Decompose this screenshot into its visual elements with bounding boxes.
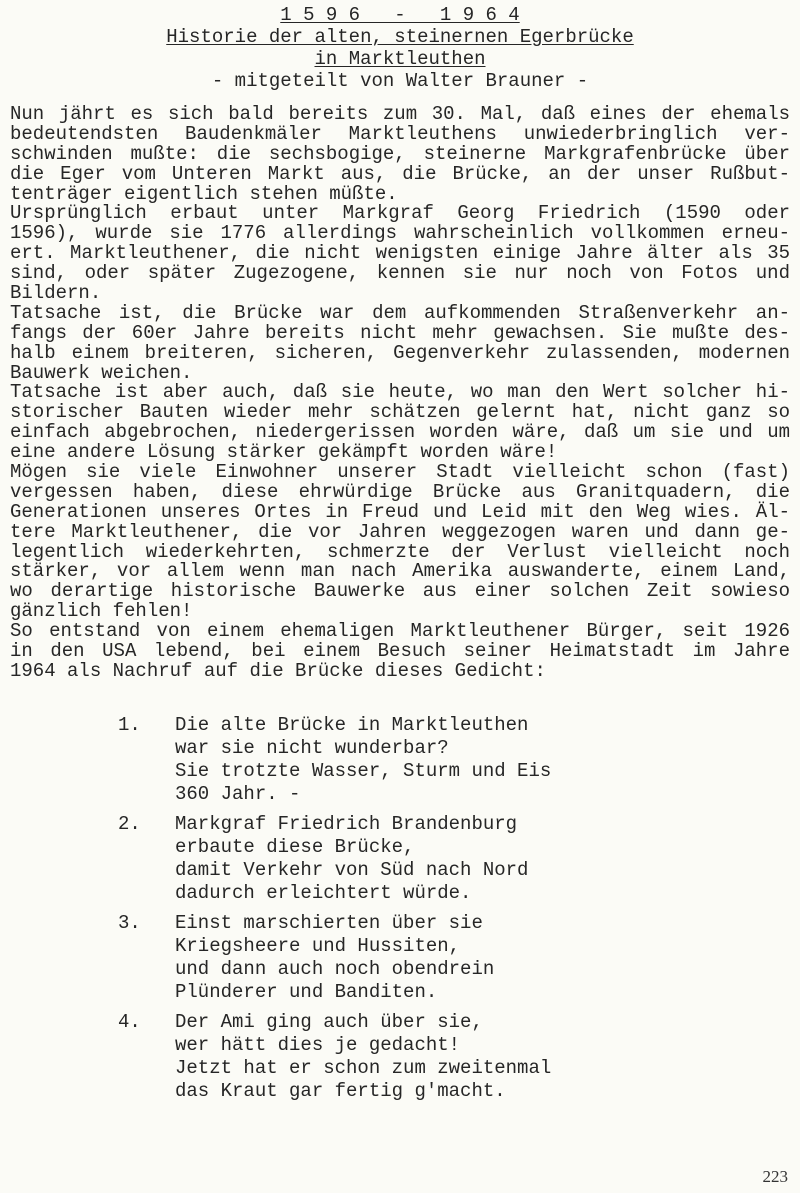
byline: - mitgeteilt von Walter Brauner - <box>211 70 589 92</box>
poem <box>118 714 551 1110</box>
poem-line: und dann auch noch obendrein <box>175 958 495 980</box>
text-line: Tatsache ist aber auch, daß sie heute, wo man den Wert solcher hi- <box>10 381 790 404</box>
text-line: gänzlich fehlen! <box>10 600 193 623</box>
text-line: bedeutendsten Baudenkmäler Marktleuthens unwiederbringlich ver- <box>10 122 790 145</box>
text-line: ert. Marktleuthener, die nicht wenigsten einige Jahre älter als 35 <box>10 242 790 265</box>
stanza-lines <box>175 1011 551 1103</box>
poem-line: erbaute diese Brücke, <box>175 836 415 858</box>
text-line: schwinden mußte: die sechsbogige, steinerne Markgrafenbrücke über <box>10 142 790 165</box>
article-body <box>10 105 790 682</box>
text-line: storischer Bauten wieder mehr schätzen gelernt hat, nicht ganz so <box>10 401 790 424</box>
stanza-lines <box>175 912 494 1004</box>
text-line: fangs der 60er Jahre bereits nicht mehr gewachsen. Sie mußte des- <box>10 321 790 344</box>
document-header <box>0 4 800 92</box>
text-line: legentlich wiederkehrten, schmerzte der Verlust vielleicht noch <box>10 540 790 563</box>
paragraph <box>10 463 790 622</box>
text-line: Tatsache ist, die Brücke war dem aufkommenden Straßenverkehr an- <box>10 301 790 324</box>
text-line: Generationen unseres Ortes in Freud und Leid mit den Weg wies. Äl- <box>10 500 790 523</box>
text-line: in den USA lebend, bei einem Besuch seiner Heimatstadt im Jahre <box>10 640 790 663</box>
text-line: So entstand von einem ehemaligen Marktleuthener Bürger, seit 1926 <box>10 620 790 643</box>
poem-line: Die alte Brücke in Marktleuthen <box>175 714 529 736</box>
poem-line: Sie trotzte Wasser, Sturm und Eis <box>175 760 552 782</box>
poem-stanza <box>118 1011 551 1103</box>
text-line: vergessen haben, diese ehrwürdige Brücke aus Granitquadern, die <box>10 480 790 503</box>
poem-line: Jetzt hat er schon zum zweitenmal <box>175 1057 552 1079</box>
text-line: Bauwerk weichen. <box>10 361 193 384</box>
text-line: die Eger vom Unteren Markt aus, die Brücke, an der unser Rußbut- <box>10 162 790 185</box>
text-line: sind, oder später Zugezogene, kennen sie nur noch von Fotos und <box>10 262 790 285</box>
text-line: Ursprünglich erbaut unter Markgraf Georg Friedrich (1590 oder <box>10 202 790 225</box>
title: Historie der alten, steinernen Egerbrücke <box>166 26 634 48</box>
page-number: 223 <box>762 1167 788 1186</box>
text-line: Bildern. <box>10 282 102 305</box>
title-line-2: in Marktleuthen <box>314 48 486 70</box>
poem-line: war sie nicht wunderbar? <box>175 737 449 759</box>
paragraph <box>10 204 790 303</box>
stanza-lines <box>175 813 528 905</box>
paragraph <box>10 105 790 204</box>
paragraph <box>10 301 790 384</box>
poem-line: Kriegsheere und Hussiten, <box>175 935 461 957</box>
stanza-number: 2. <box>118 813 141 835</box>
text-line: tere Marktleuthener, die vor Jahren weggezogen waren und dann ge- <box>10 520 790 543</box>
poem-line: Der Ami ging auch über sie, <box>175 1011 483 1033</box>
poem-stanza <box>118 714 551 806</box>
text-line: halb einem breiteren, sicheren, Gegenverkehr zulassenden, modernen <box>10 341 790 364</box>
text-line: Nun jährt es sich bald bereits zum 30. Mal, daß eines der ehemals <box>10 103 790 125</box>
text-line: stärker, vor allem wenn man nach Amerika auswanderte, einem Land, <box>10 560 790 583</box>
poem-stanza <box>118 813 551 905</box>
text-line: eine andere Lösung stärker gekämpft worden wäre! <box>10 441 558 464</box>
poem-line: wer hätt dies je gedacht! <box>175 1034 461 1056</box>
poem-line: das Kraut gar fertig g'macht. <box>175 1080 506 1102</box>
poem-stanza <box>118 912 551 1004</box>
poem-line: Markgraf Friedrich Brandenburg <box>175 813 518 835</box>
stanza-number: 4. <box>118 1011 141 1033</box>
text-line: einfach abgebrochen, niedergerissen worden wäre, daß um sie und um <box>10 421 790 444</box>
year-range: 1 5 9 6 - 1 9 6 4 <box>280 4 520 26</box>
stanza-number: 3. <box>118 912 141 934</box>
text-line: 1964 als Nachruf auf die Brücke dieses Gedicht: <box>10 659 546 682</box>
poem-line: 360 Jahr. - <box>175 783 301 805</box>
poem-line: damit Verkehr von Süd nach Nord <box>175 859 529 881</box>
text-line: wo derartige historische Bauwerke aus einer solchen Zeit sowieso <box>10 580 790 603</box>
poem-line: dadurch erleichtert würde. <box>175 882 472 904</box>
paragraph <box>10 383 790 463</box>
text-line: 1596), wurde sie 1776 allerdings wahrscheinlich vollkommen erneu- <box>10 222 790 245</box>
poem-line: Einst marschierten über sie <box>175 912 483 934</box>
poem-line: Plünderer und Banditen. <box>175 981 438 1003</box>
stanza-number: 1. <box>118 714 141 736</box>
text-line: tenträger eigentlich stehen müßte. <box>10 182 398 205</box>
paragraph <box>10 622 790 682</box>
text-line: Mögen sie viele Einwohner unserer Stadt vielleicht schon (fast) <box>10 461 790 484</box>
stanza-lines <box>175 714 551 806</box>
